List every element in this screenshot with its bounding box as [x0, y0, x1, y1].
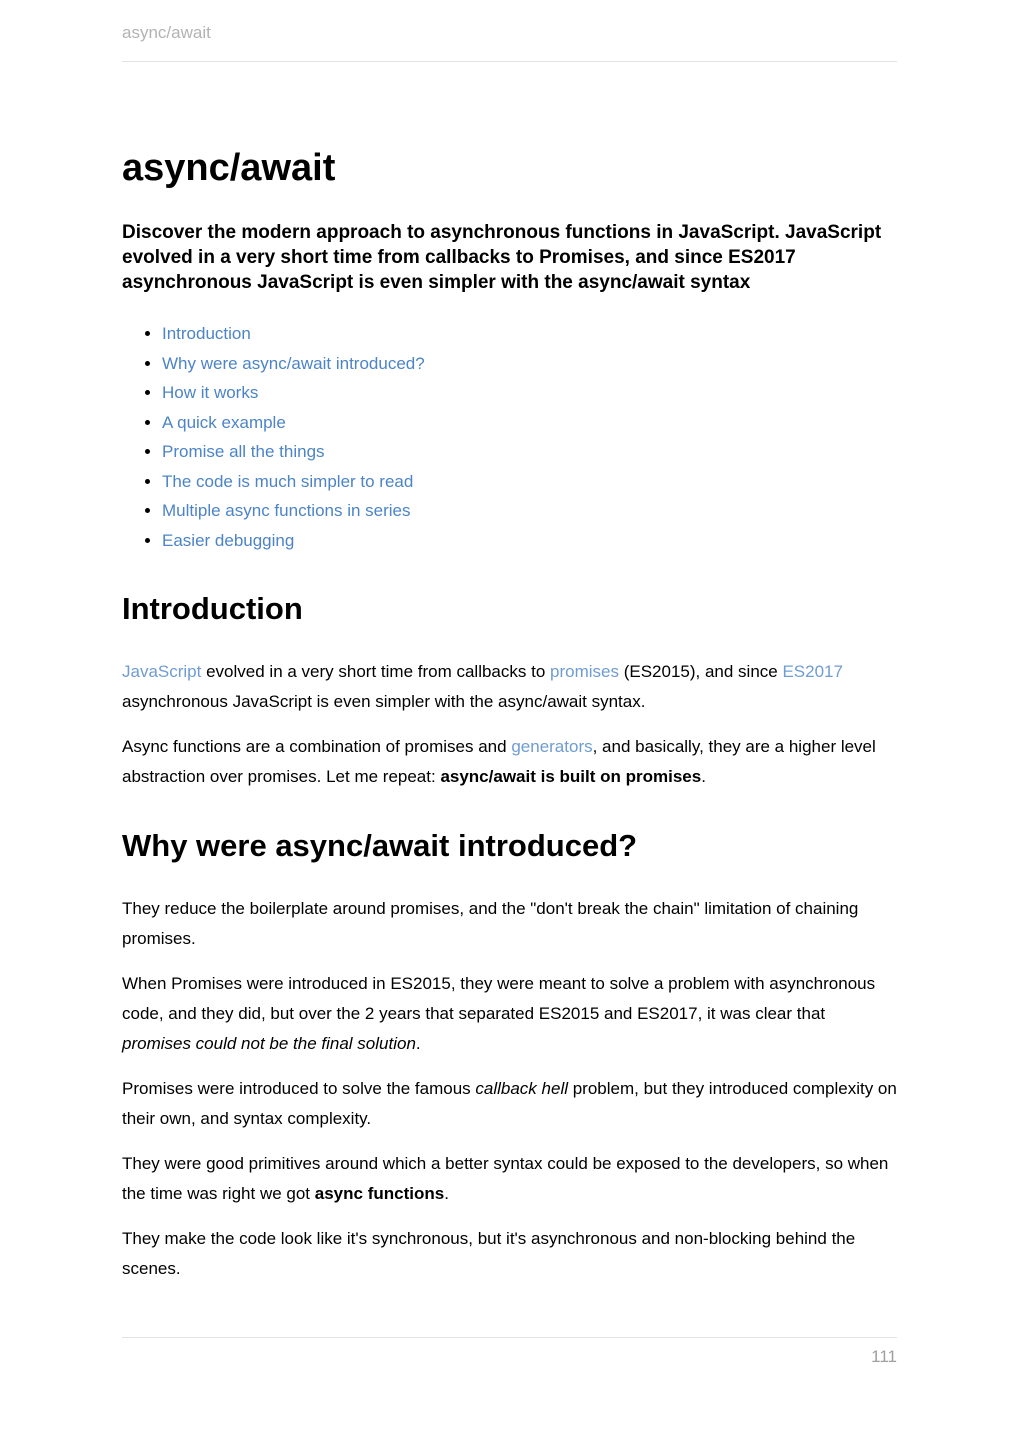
- toc-link[interactable]: Easier debugging: [162, 530, 295, 550]
- text-segment: promises could not be the final solution: [122, 1034, 416, 1053]
- paragraph: [122, 969, 897, 1059]
- text-segment: Promises were introduced to solve the famous: [122, 1079, 476, 1098]
- text-segment: async/await is built on promises: [440, 767, 702, 786]
- toc-link[interactable]: Promise all the things: [162, 442, 325, 461]
- paragraph: [122, 1149, 897, 1209]
- inline-link[interactable]: ES2017: [782, 662, 843, 681]
- text-segment: async functions: [314, 1184, 445, 1203]
- text-segment: problem, but they introduced complexity on their own, and syntax complexity.: [122, 1079, 897, 1128]
- page-number: 111: [871, 1347, 897, 1366]
- paragraph: [122, 1074, 897, 1134]
- toc-item: [162, 496, 897, 526]
- inline-link[interactable]: generators: [511, 737, 593, 756]
- paragraph: [122, 1224, 897, 1284]
- toc-link[interactable]: Why were async/await introduced?: [162, 353, 425, 373]
- toc-link[interactable]: A quick example: [162, 412, 286, 432]
- section-heading: Introduction: [122, 591, 303, 626]
- article-subtitle: Discover the modern approach to asynchronous functions in JavaScript. JavaScript evolved in a very short time from callbacks to Promises, and since ES2017 asynchronous JavaScript is even simpler with the async/await syntax: [122, 222, 882, 293]
- text-segment: asynchronous JavaScript is even simpler with the async/await syntax.: [122, 692, 646, 711]
- toc-item: [162, 437, 897, 467]
- section-heading: Why were async/await introduced?: [122, 828, 638, 863]
- toc-link[interactable]: The code is much simpler to read: [162, 471, 414, 491]
- paragraph: [122, 657, 897, 717]
- inline-link[interactable]: promises: [550, 662, 619, 681]
- text-segment: (ES2015), and since: [618, 662, 783, 681]
- text-segment: They reduce the boilerplate around promises, and the "don't break the chain" limitation of chaining promises.: [122, 899, 859, 948]
- toc-link[interactable]: Introduction: [162, 324, 251, 343]
- running-header-title: async/await: [122, 23, 211, 42]
- page-title: async/await: [122, 147, 336, 189]
- text-segment: They were good primitives around which a better syntax could be exposed to the developers, so when the time was right we got: [122, 1154, 889, 1203]
- inline-link[interactable]: JavaScript: [122, 662, 202, 681]
- text-segment: callback hell: [475, 1079, 568, 1098]
- toc-list: [122, 319, 897, 555]
- sections: [122, 591, 897, 1284]
- page-content: [122, 146, 897, 1284]
- text-segment: , and basically, they are a higher level abstraction over promises. Let me repeat:: [122, 737, 876, 786]
- paragraph: [122, 894, 897, 954]
- text-segment: They make the code look like it's synchronous, but it's asynchronous and non-blocking behind the scenes.: [122, 1229, 856, 1278]
- text-segment: evolved in a very short time from callbacks to: [201, 662, 551, 681]
- toc-item: [162, 378, 897, 408]
- text-segment: .: [415, 1034, 421, 1053]
- toc-item: [162, 319, 897, 349]
- toc-item: [162, 467, 897, 497]
- running-header: [122, 0, 897, 62]
- text-segment: When Promises were introduced in ES2015, they were meant to solve a problem with asynchronous code, and they did, but over the 2 years that separated ES2015 and ES2017, it was clear that: [122, 974, 876, 1023]
- toc-item: [162, 408, 897, 438]
- toc-item: [162, 526, 897, 556]
- toc-item: [162, 349, 897, 379]
- paragraph: [122, 732, 897, 792]
- text-segment: Async functions are a combination of promises and: [122, 737, 512, 756]
- toc-link[interactable]: Multiple async functions in series: [162, 501, 411, 520]
- page-footer: [122, 1337, 897, 1367]
- text-segment: .: [444, 1184, 449, 1203]
- toc-link[interactable]: How it works: [162, 383, 259, 402]
- text-segment: .: [701, 767, 706, 786]
